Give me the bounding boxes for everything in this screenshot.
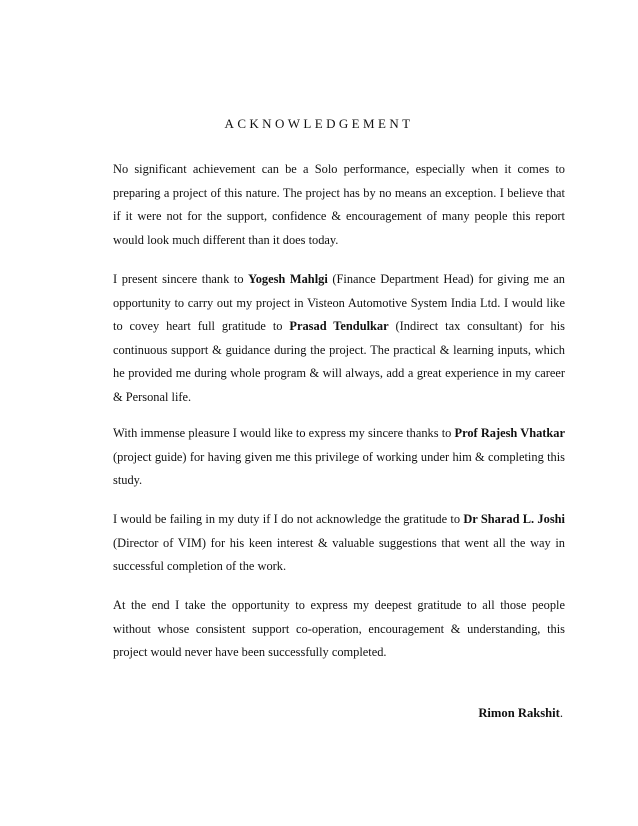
paragraph-text: (project guide) for having given me this privilege of working under him & completing this study. (113, 449, 565, 488)
paragraph-text: With immense pleasure I would like to express my sincere thanks to (113, 426, 455, 440)
paragraph-text: I present sincere thank to (113, 272, 249, 286)
page-title: ACKNOWLEDGEMENT (224, 116, 414, 131)
paragraph-thanks-guide (113, 422, 565, 493)
paragraph-text: (Finance Department Head) for giving me an opportunity to carry out my project in Visteon Automotive System India Ltd. I would like to covey heart full gratitude to (113, 272, 565, 334)
paragraph-text: I would be failing in my duty if I do not acknowledge the gratitude to (113, 512, 464, 526)
paragraph-thanks-director (113, 508, 565, 579)
signature-suffix: . (559, 706, 563, 720)
paragraph-closing: At the end I take the opportunity to express my deepest gratitude to all those people without whose consistent support co-operation, encouragement & understanding, this project would never have been successfully completed. (113, 598, 565, 660)
paragraph-thanks-mentors (113, 268, 565, 410)
person-name: Dr Sharad L. Joshi (463, 512, 565, 526)
paragraph-text: (Indirect tax consultant) for his continuous support & guidance during the project. The practical & learning inputs, which he provided me during whole program & will always, add a great experience in my career & Personal life. (113, 319, 565, 404)
signature-name: Rimon Rakshit (478, 706, 560, 720)
person-name: Prasad Tendulkar (289, 319, 389, 334)
paragraph-intro: No significant achievement can be a Solo performance, especially when it comes to preparing a project of this nature. The project has by no means an exception. I believe that if it were not for the support, confidence & encouragement of many people this report would look much different than it does today. (113, 162, 565, 247)
person-name: Yogesh Mahlgi (248, 272, 328, 286)
person-name: Prof Rajesh Vhatkar (454, 426, 565, 440)
signature (478, 703, 563, 723)
paragraph-text: (Director of VIM) for his keen interest & valuable suggestions that went all the way in successful completion of the work. (113, 535, 565, 574)
